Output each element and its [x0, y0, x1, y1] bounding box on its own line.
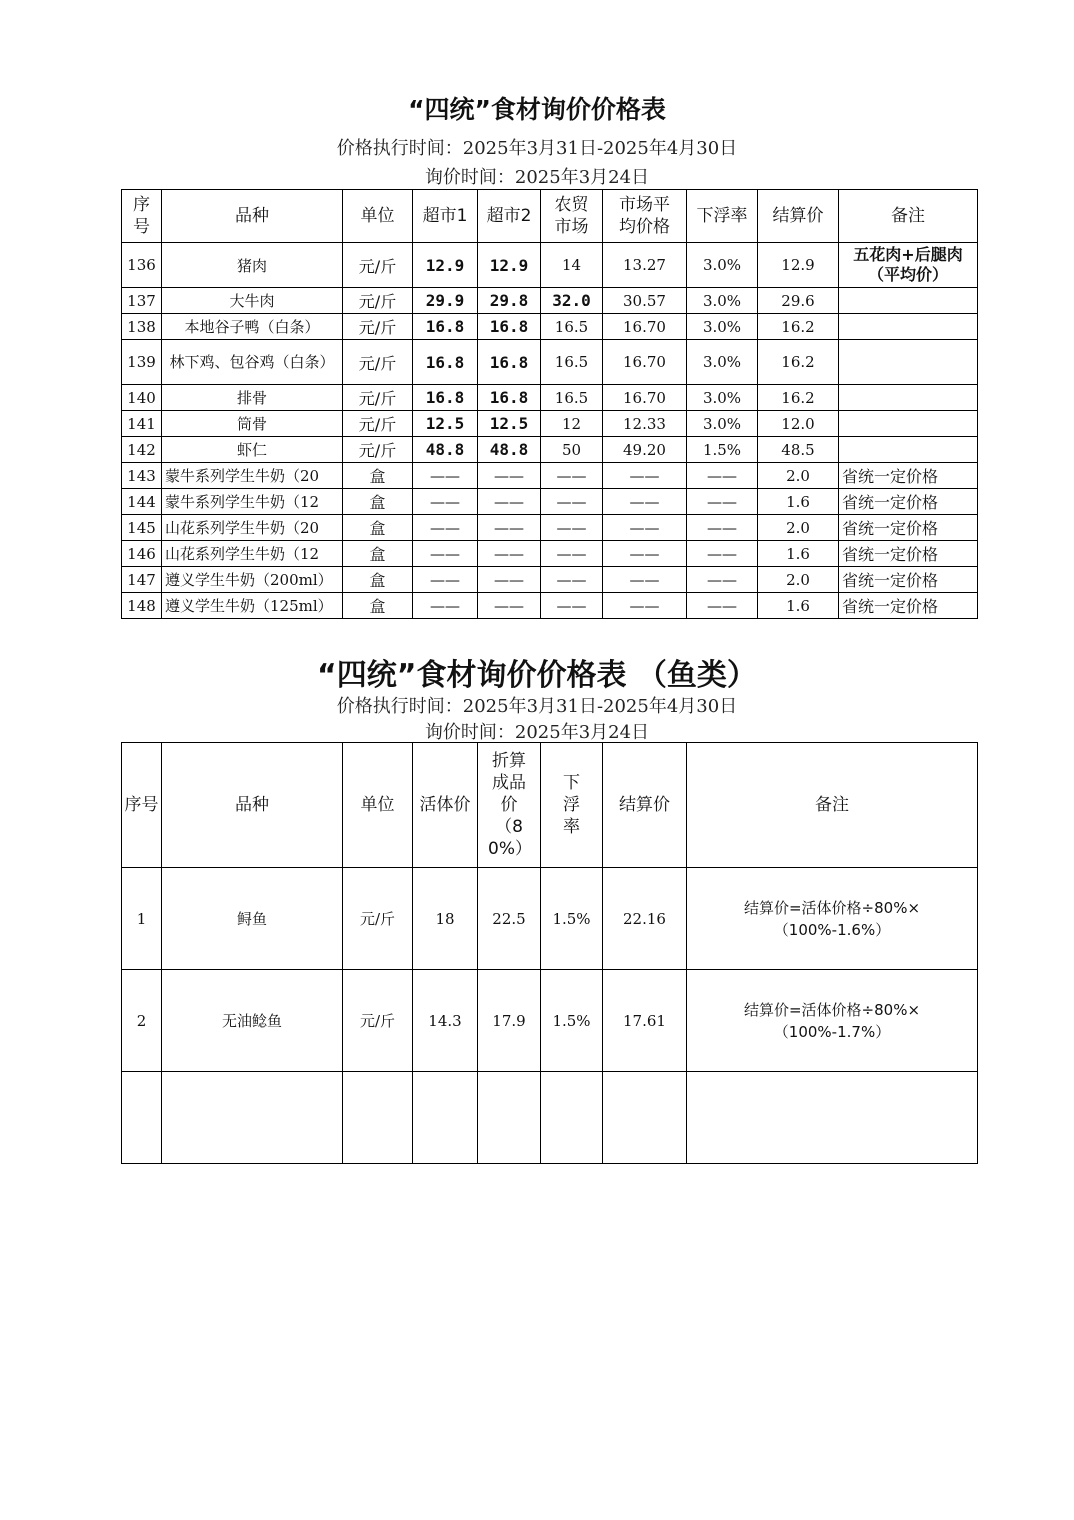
table-row	[122, 567, 978, 593]
settlement-price-cell: 2.0	[758, 463, 839, 489]
fish-header-unit: 单位	[343, 743, 413, 868]
farm-market-price-cell: 16.5	[541, 314, 603, 340]
fish-row-no-cell	[122, 1072, 162, 1164]
item-name-cell: 山花系列学生牛奶（20	[162, 515, 343, 541]
unit-cell: 元/斤	[343, 340, 413, 385]
fish-name-cell: 无油鲶鱼	[162, 970, 343, 1072]
market-average-cell: ——	[603, 463, 687, 489]
discount-rate-cell: ——	[687, 515, 758, 541]
item-name-cell: 林下鸡、包谷鸡（白条）	[162, 340, 343, 385]
settlement-price-cell: 1.6	[758, 541, 839, 567]
price-table-fish	[121, 742, 978, 1164]
row-no-cell: 146	[122, 541, 162, 567]
remark-cell: 省统一定价格	[839, 541, 978, 567]
fish-settlement-price-cell: 22.16	[603, 868, 687, 970]
unit-cell: 盒	[343, 489, 413, 515]
table-row	[122, 314, 978, 340]
item-name-cell: 山花系列学生牛奶（12	[162, 541, 343, 567]
table-row	[122, 243, 978, 288]
sheet1-title: “四统”食材询价价格表	[408, 95, 666, 124]
settlement-price-cell: 1.6	[758, 489, 839, 515]
market-average-cell: 49.20	[603, 437, 687, 463]
farm-market-price-cell: ——	[541, 515, 603, 541]
unit-cell: 盒	[343, 541, 413, 567]
remark-cell	[839, 314, 978, 340]
unit-cell: 盒	[343, 567, 413, 593]
fish-header-discount-rate: 下浮率	[541, 743, 603, 868]
market-average-cell: 16.70	[603, 385, 687, 411]
row-no-cell: 145	[122, 515, 162, 541]
remark-cell	[839, 340, 978, 385]
table-row	[122, 411, 978, 437]
discount-rate-cell: 3.0%	[687, 411, 758, 437]
fish-converted-price-cell: 17.9	[478, 970, 541, 1072]
header-settlement-price: 结算价	[758, 190, 839, 243]
row-no-cell: 144	[122, 489, 162, 515]
item-name-cell: 遵义学生牛奶（200ml）	[162, 567, 343, 593]
unit-cell: 元/斤	[343, 385, 413, 411]
table-row	[122, 1072, 978, 1164]
fish-header-converted-price: 折算成品价（80%）	[478, 743, 541, 868]
header-supermarket-1: 超市1	[413, 190, 478, 243]
sheet1-exec-period: 价格执行时间：2025年3月31日-2025年4月30日	[336, 138, 738, 159]
header-name: 品种	[162, 190, 343, 243]
discount-rate-cell: 1.5%	[687, 437, 758, 463]
fish-live-price-cell: 14.3	[413, 970, 478, 1072]
table-row	[122, 541, 978, 567]
table-row	[122, 489, 978, 515]
remark-cell	[839, 437, 978, 463]
fish-discount-rate-cell	[541, 1072, 603, 1164]
discount-rate-cell: 3.0%	[687, 340, 758, 385]
unit-cell: 元/斤	[343, 288, 413, 314]
table-row	[122, 593, 978, 619]
item-name-cell: 蒙牛系列学生牛奶（12	[162, 489, 343, 515]
supermarket-1-price-cell: 16.8	[413, 340, 478, 385]
row-no-cell: 147	[122, 567, 162, 593]
row-no-cell: 136	[122, 243, 162, 288]
fish-row-no-cell: 1	[122, 868, 162, 970]
supermarket-2-price-cell: 16.8	[478, 340, 541, 385]
market-average-cell: ——	[603, 489, 687, 515]
supermarket-1-price-cell: 16.8	[413, 314, 478, 340]
farm-market-price-cell: 32.0	[541, 288, 603, 314]
settlement-price-cell: 2.0	[758, 515, 839, 541]
fish-header-remark: 备注	[687, 743, 978, 868]
supermarket-1-price-cell: ——	[413, 593, 478, 619]
farm-market-price-cell: ——	[541, 489, 603, 515]
row-no-cell: 139	[122, 340, 162, 385]
fish-live-price-cell	[413, 1072, 478, 1164]
discount-rate-cell: ——	[687, 463, 758, 489]
remark-cell: 省统一定价格	[839, 567, 978, 593]
fish-header-settlement-price: 结算价	[603, 743, 687, 868]
supermarket-2-price-cell: 16.8	[478, 314, 541, 340]
header-market-average: 市场平均价格	[603, 190, 687, 243]
settlement-price-cell: 2.0	[758, 567, 839, 593]
header-supermarket-2: 超市2	[478, 190, 541, 243]
discount-rate-cell: 3.0%	[687, 288, 758, 314]
discount-rate-cell: 3.0%	[687, 314, 758, 340]
unit-cell: 元/斤	[343, 437, 413, 463]
fish-name-cell: 鲟鱼	[162, 868, 343, 970]
sheet2-title: “四统”食材询价价格表 （鱼类）	[317, 658, 757, 693]
unit-cell: 元/斤	[343, 243, 413, 288]
fish-row-no-cell: 2	[122, 970, 162, 1072]
item-name-cell: 本地谷子鸭（白条）	[162, 314, 343, 340]
table-row	[122, 437, 978, 463]
sheet2-exec-period: 价格执行时间：2025年3月31日-2025年4月30日	[336, 696, 738, 717]
fish-name-cell	[162, 1072, 343, 1164]
row-no-cell: 140	[122, 385, 162, 411]
supermarket-1-price-cell: 12.9	[413, 243, 478, 288]
fish-header-live-price: 活体价	[413, 743, 478, 868]
farm-market-price-cell: 12	[541, 411, 603, 437]
item-name-cell: 大牛肉	[162, 288, 343, 314]
remark-cell: 省统一定价格	[839, 515, 978, 541]
farm-market-price-cell: 16.5	[541, 385, 603, 411]
market-average-cell: 13.27	[603, 243, 687, 288]
settlement-price-cell: 29.6	[758, 288, 839, 314]
fish-unit-cell: 元/斤	[343, 970, 413, 1072]
header-remark: 备注	[839, 190, 978, 243]
item-name-cell: 筒骨	[162, 411, 343, 437]
table-row	[122, 515, 978, 541]
supermarket-1-price-cell: ——	[413, 463, 478, 489]
supermarket-2-price-cell: ——	[478, 593, 541, 619]
discount-rate-cell: 3.0%	[687, 243, 758, 288]
farm-market-price-cell: 50	[541, 437, 603, 463]
supermarket-2-price-cell: ——	[478, 515, 541, 541]
fish-settlement-price-cell	[603, 1072, 687, 1164]
header-farm-market: 农贸市场	[541, 190, 603, 243]
row-no-cell: 138	[122, 314, 162, 340]
item-name-cell: 遵义学生牛奶（125ml）	[162, 593, 343, 619]
row-no-cell: 142	[122, 437, 162, 463]
supermarket-2-price-cell: 29.8	[478, 288, 541, 314]
farm-market-price-cell: ——	[541, 463, 603, 489]
discount-rate-cell: ——	[687, 489, 758, 515]
market-average-cell: 12.33	[603, 411, 687, 437]
fish-unit-cell: 元/斤	[343, 868, 413, 970]
farm-market-price-cell: ——	[541, 593, 603, 619]
settlement-price-cell: 16.2	[758, 385, 839, 411]
unit-cell: 盒	[343, 515, 413, 541]
fish-discount-rate-cell: 1.5%	[541, 868, 603, 970]
farm-market-price-cell: ——	[541, 567, 603, 593]
supermarket-2-price-cell: 12.5	[478, 411, 541, 437]
header-discount-rate: 下浮率	[687, 190, 758, 243]
supermarket-2-price-cell: 16.8	[478, 385, 541, 411]
fish-remark-cell: 结算价=活体价格÷80%×（100%-1.7%）	[687, 970, 978, 1072]
discount-rate-cell: ——	[687, 593, 758, 619]
sheet2-inquiry-date: 询价时间：2025年3月24日	[424, 722, 650, 743]
supermarket-2-price-cell: ——	[478, 541, 541, 567]
sheet1-inquiry-date: 询价时间：2025年3月24日	[424, 167, 650, 188]
settlement-price-cell: 12.9	[758, 243, 839, 288]
unit-cell: 盒	[343, 593, 413, 619]
table-row	[122, 970, 978, 1072]
market-average-cell: 30.57	[603, 288, 687, 314]
fish-unit-cell	[343, 1072, 413, 1164]
supermarket-1-price-cell: 12.5	[413, 411, 478, 437]
farm-market-price-cell: 16.5	[541, 340, 603, 385]
supermarket-1-price-cell: ——	[413, 541, 478, 567]
table-row	[122, 340, 978, 385]
supermarket-1-price-cell: 48.8	[413, 437, 478, 463]
remark-cell	[839, 411, 978, 437]
fish-settlement-price-cell: 17.61	[603, 970, 687, 1072]
remark-cell	[839, 385, 978, 411]
remark-cell: 五花肉+后腿肉（平均价）	[839, 243, 978, 288]
supermarket-1-price-cell: ——	[413, 489, 478, 515]
market-average-cell: ——	[603, 567, 687, 593]
market-average-cell: 16.70	[603, 314, 687, 340]
supermarket-1-price-cell: 16.8	[413, 385, 478, 411]
remark-cell: 省统一定价格	[839, 593, 978, 619]
item-name-cell: 虾仁	[162, 437, 343, 463]
settlement-price-cell: 1.6	[758, 593, 839, 619]
supermarket-2-price-cell: ——	[478, 463, 541, 489]
market-average-cell: ——	[603, 515, 687, 541]
supermarket-2-price-cell: ——	[478, 567, 541, 593]
unit-cell: 元/斤	[343, 314, 413, 340]
settlement-price-cell: 48.5	[758, 437, 839, 463]
farm-market-price-cell: ——	[541, 541, 603, 567]
table-row	[122, 868, 978, 970]
item-name-cell: 猪肉	[162, 243, 343, 288]
fish-remark-cell: 结算价=活体价格÷80%×（100%-1.6%）	[687, 868, 978, 970]
market-average-cell: ——	[603, 593, 687, 619]
supermarket-1-price-cell: ——	[413, 515, 478, 541]
settlement-price-cell: 16.2	[758, 314, 839, 340]
remark-cell: 省统一定价格	[839, 489, 978, 515]
supermarket-1-price-cell: ——	[413, 567, 478, 593]
farm-market-price-cell: 14	[541, 243, 603, 288]
market-average-cell: 16.70	[603, 340, 687, 385]
settlement-price-cell: 16.2	[758, 340, 839, 385]
remark-cell: 省统一定价格	[839, 463, 978, 489]
discount-rate-cell: ——	[687, 567, 758, 593]
table-row	[122, 463, 978, 489]
fish-live-price-cell: 18	[413, 868, 478, 970]
market-average-cell: ——	[603, 541, 687, 567]
header-unit: 单位	[343, 190, 413, 243]
supermarket-2-price-cell: 48.8	[478, 437, 541, 463]
fish-header-name: 品种	[162, 743, 343, 868]
table-row	[122, 385, 978, 411]
fish-converted-price-cell: 22.5	[478, 868, 541, 970]
item-name-cell: 排骨	[162, 385, 343, 411]
settlement-price-cell: 12.0	[758, 411, 839, 437]
price-table-meat-milk	[121, 189, 978, 619]
row-no-cell: 148	[122, 593, 162, 619]
row-no-cell: 143	[122, 463, 162, 489]
unit-cell: 元/斤	[343, 411, 413, 437]
fish-remark-cell	[687, 1072, 978, 1164]
supermarket-2-price-cell: ——	[478, 489, 541, 515]
row-no-cell: 137	[122, 288, 162, 314]
item-name-cell: 蒙牛系列学生牛奶（20	[162, 463, 343, 489]
remark-cell	[839, 288, 978, 314]
discount-rate-cell: 3.0%	[687, 385, 758, 411]
fish-converted-price-cell	[478, 1072, 541, 1164]
row-no-cell: 141	[122, 411, 162, 437]
fish-discount-rate-cell: 1.5%	[541, 970, 603, 1072]
supermarket-1-price-cell: 29.9	[413, 288, 478, 314]
table-row	[122, 288, 978, 314]
discount-rate-cell: ——	[687, 541, 758, 567]
unit-cell: 盒	[343, 463, 413, 489]
header-no: 序号	[122, 190, 162, 243]
supermarket-2-price-cell: 12.9	[478, 243, 541, 288]
fish-header-no: 序号	[122, 743, 162, 868]
